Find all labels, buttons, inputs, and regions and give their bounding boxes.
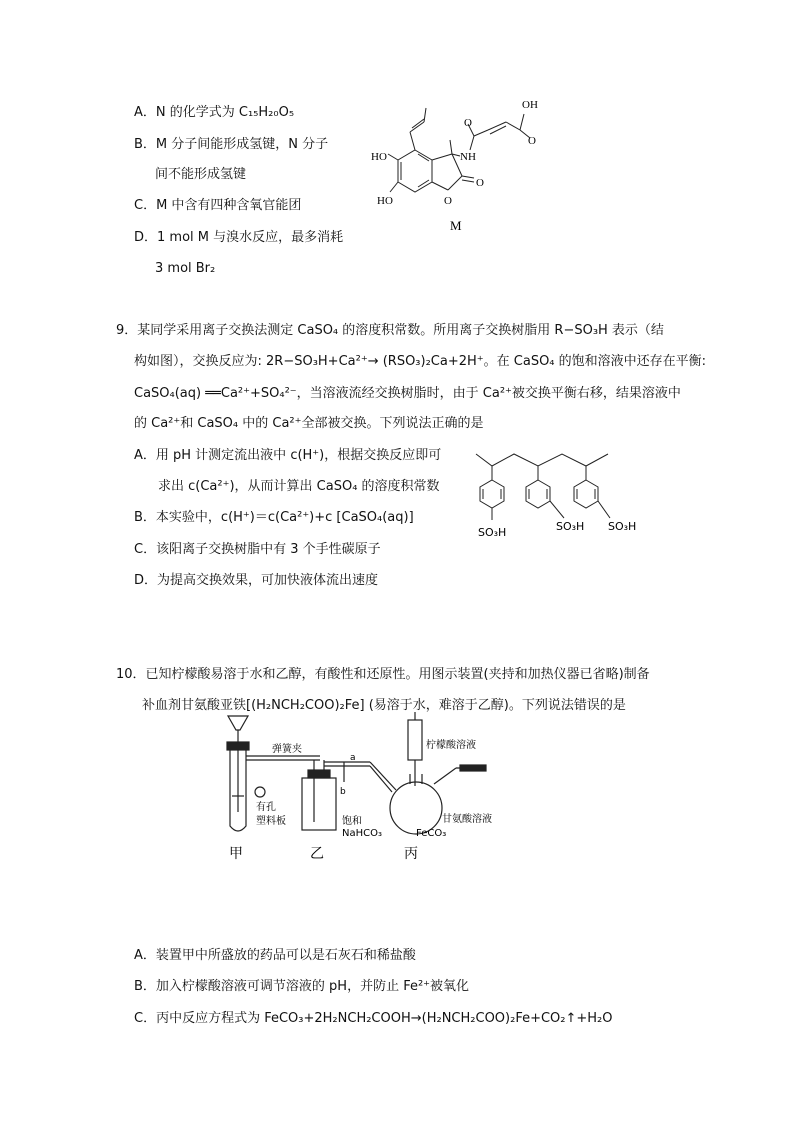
sat-label: 饱和 (342, 816, 362, 827)
feco3-label: FeCO₃ (416, 828, 447, 839)
q8-option-d-cont: 3 mol Br₂ (155, 261, 216, 276)
q9-stem-2: 构如图），交换反应为: 2R−SO₃H+Ca²⁺→ (RSO₃)₂Ca+2H⁺。在 CaSO₄ 的饱和溶液中还存在平衡: (134, 354, 707, 369)
nahco3-label: NaHCO₃ (342, 828, 382, 839)
so3h-label-3: SO₃H (608, 520, 637, 533)
glycine-label: 甘氨酸溶液 (442, 814, 492, 825)
plate-label-2: 塑料板 (256, 816, 286, 827)
q9-stem-4: 的 Ca²⁺和 CaSO₄ 中的 Ca²⁺全部被交换。下列说法正确的是 (134, 416, 484, 431)
q10-option-a: A．装置甲中所盛放的药品可以是石灰石和稀盐酸 (134, 948, 416, 963)
q10-option-b: B．加入柠檬酸溶液可调节溶液的 pH，并防止 Fe²⁺被氧化 (134, 979, 470, 994)
molecule-m-structure (370, 92, 560, 242)
apparatus-bing: 丙 (404, 846, 418, 862)
q9-option-d: D．为提高交换效果，可加快液体流出速度 (134, 573, 379, 588)
atom-ho-1: HO (371, 151, 387, 163)
plate-label-1: 有孔 (256, 802, 276, 813)
so3h-label-1: SO₃H (478, 526, 507, 539)
valve-a-label: a (350, 753, 356, 763)
q8-option-d: D．1 mol M 与溴水反应，最多消耗 (134, 230, 344, 245)
valve-b-label: b (340, 787, 346, 797)
atom-o-acid: O (528, 135, 536, 147)
q8-option-b-cont: 间不能形成氢键 (155, 167, 247, 182)
q10-stem-1: 10．已知柠檬酸易溶于水和乙醇，有酸性和还原性。用图示装置(夹持和加热仪器已省略)制备 (116, 667, 650, 682)
q10-stem-2: 补血剂甘氨酸亚铁[(H₂NCH₂COO)₂Fe] (易溶于水，难溶于乙醇)。下列说法错误的是 (142, 698, 626, 713)
q9-stem-1: 9．某同学采用离子交换法测定 CaSO₄ 的溶度积常数。所用离子交换树脂用 R−SO₃H 表示（结 (116, 323, 664, 338)
apparatus-diagram (220, 712, 520, 862)
atom-o-amide: O (464, 117, 472, 129)
q8-option-c: C．M 中含有四种含氧官能团 (134, 198, 302, 213)
q9-option-a-cont: 求出 c(Ca²⁺)，从而计算出 CaSO₄ 的溶度积常数 (158, 479, 440, 494)
resin-structure (468, 446, 678, 550)
citric-label: 柠檬酸溶液 (426, 740, 476, 751)
so3h-label-2: SO₃H (556, 520, 585, 533)
q9-option-a: A．用 pH 计测定流出液中 c(H⁺)，根据交换反应即可 (134, 448, 442, 463)
atom-o-lactone: O (476, 177, 484, 189)
q8-option-b: B．M 分子间能形成氢键，N 分子 (134, 137, 329, 152)
q9-option-c: C．该阳离子交换树脂中有 3 个手性碳原子 (134, 542, 381, 557)
q10-option-c: C．丙中反应方程式为 FeCO₃+2H₂NCH₂COOH→(H₂NCH₂COO)₂Fe+CO₂↑+H₂O (134, 1011, 613, 1026)
atom-ho-2: HO (377, 195, 393, 207)
q8-option-a: A．N 的化学式为 C₁₅H₂₀O₅ (134, 105, 295, 120)
atom-nh: NH (460, 151, 476, 163)
clamp-label: 弹簧夹 (272, 744, 302, 755)
molecule-label: M (450, 218, 462, 233)
atom-oh: OH (522, 99, 538, 111)
q9-stem-3: CaSO₄(aq) ══Ca²⁺+SO₄²⁻，当溶液流经交换树脂时，由于 Ca²⁺被交换平衡右移，结果溶液中 (134, 386, 681, 401)
q9-option-b: B．本实验中，c(H⁺)＝c(Ca²⁺)+c [CaSO₄(aq)] (134, 510, 414, 525)
apparatus-jia: 甲 (229, 846, 243, 862)
atom-o-ring: O (444, 195, 452, 207)
apparatus-yi: 乙 (310, 846, 324, 862)
